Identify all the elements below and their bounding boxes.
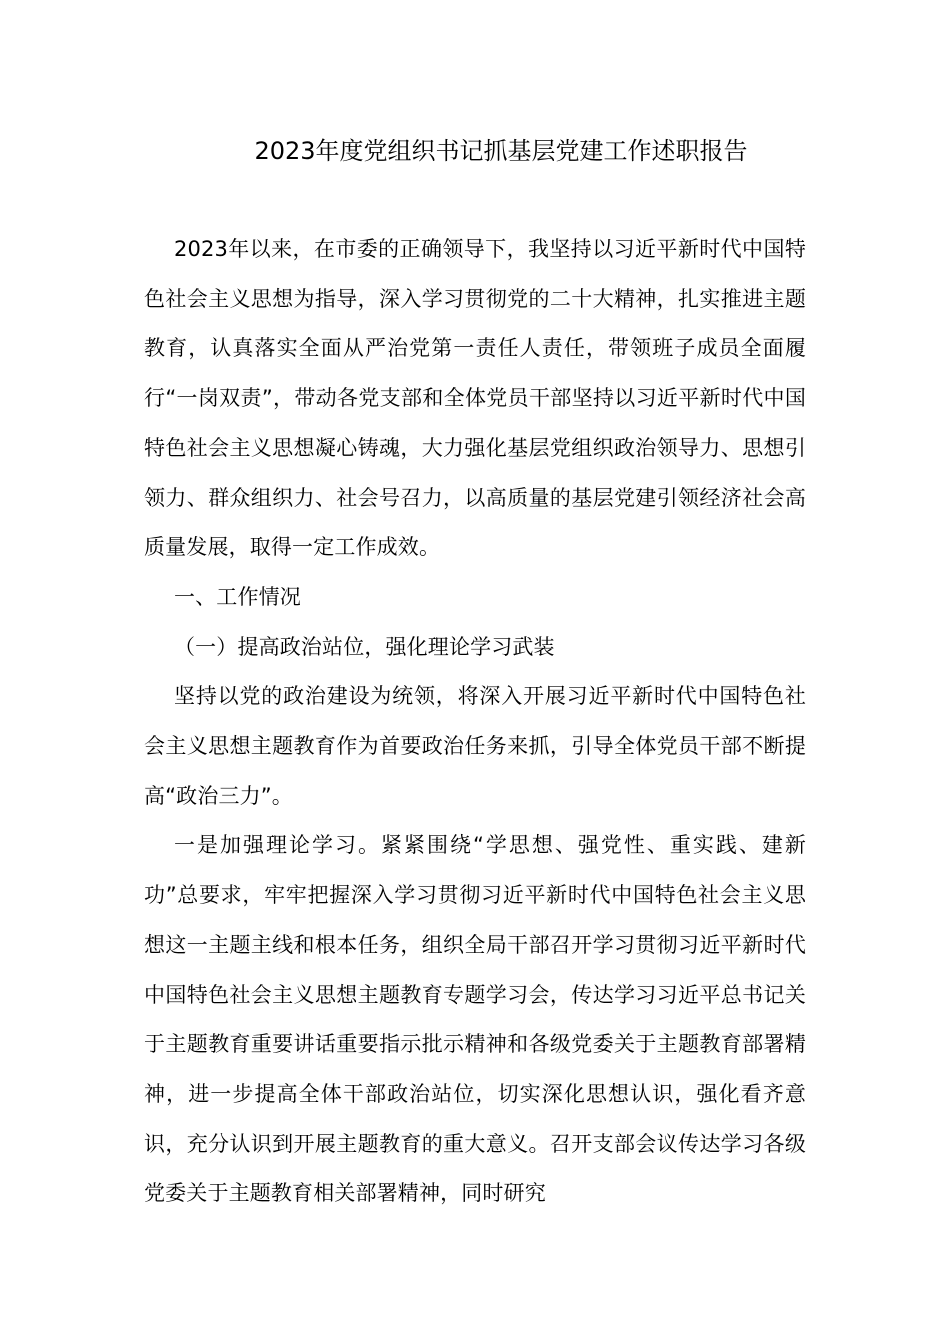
document-body: [144, 225, 806, 1219]
section-heading: 一、工作情况: [174, 584, 301, 609]
body-paragraph: 一是加强理论学习。紧紧围绕“学思想、强党性、重实践、建新功”总要求，牢牢把握深入学习贯彻习近平新时代中国特色社会主义思想这一主题主线和根本任务，组织全局干部召开学习贯彻习近平新时代中国特色社会主义思想主题教育专题学习会，传达学习习近平总书记关于主题教育重要讲话重要指示批示精神和各级党委关于主题教育部署精神，进一步提高全体干部政治站位，切实深化思想认识，强化看齐意识，充分认识到开展主题教育的重大意义。召开支部会议传达学习各级党委关于主题教育相关部署精神，同时研究: [144, 833, 806, 1206]
body-paragraph: 坚持以党的政治建设为统领，将深入开展习近平新时代中国特色社会主义思想主题教育作为首要政治任务来抓，引导全体党员干部不断提高“政治三力”。: [144, 684, 806, 808]
subsection-heading: （一）提高政治站位，强化理论学习武装: [174, 634, 555, 659]
document-title: 2023年度党组织书记抓基层党建工作述职报告: [254, 137, 748, 165]
intro-paragraph: 2023年以来，在市委的正确领导下，我坚持以习近平新时代中国特色社会主义思想为指导，深入学习贯彻党的二十大精神，扎实推进主题教育，认真落实全面从严治党第一责任人责任，带领班子成员全面履行“一岗双责”，带动各党支部和全体党员干部坚持以习近平新时代中国特色社会主义思想凝心铸魂，大力强化基层党组织政治领导力、思想引领力、群众组织力、社会号召力，以高质量的基层党建引领经济社会高质量发展，取得一定工作成效。: [144, 237, 806, 560]
